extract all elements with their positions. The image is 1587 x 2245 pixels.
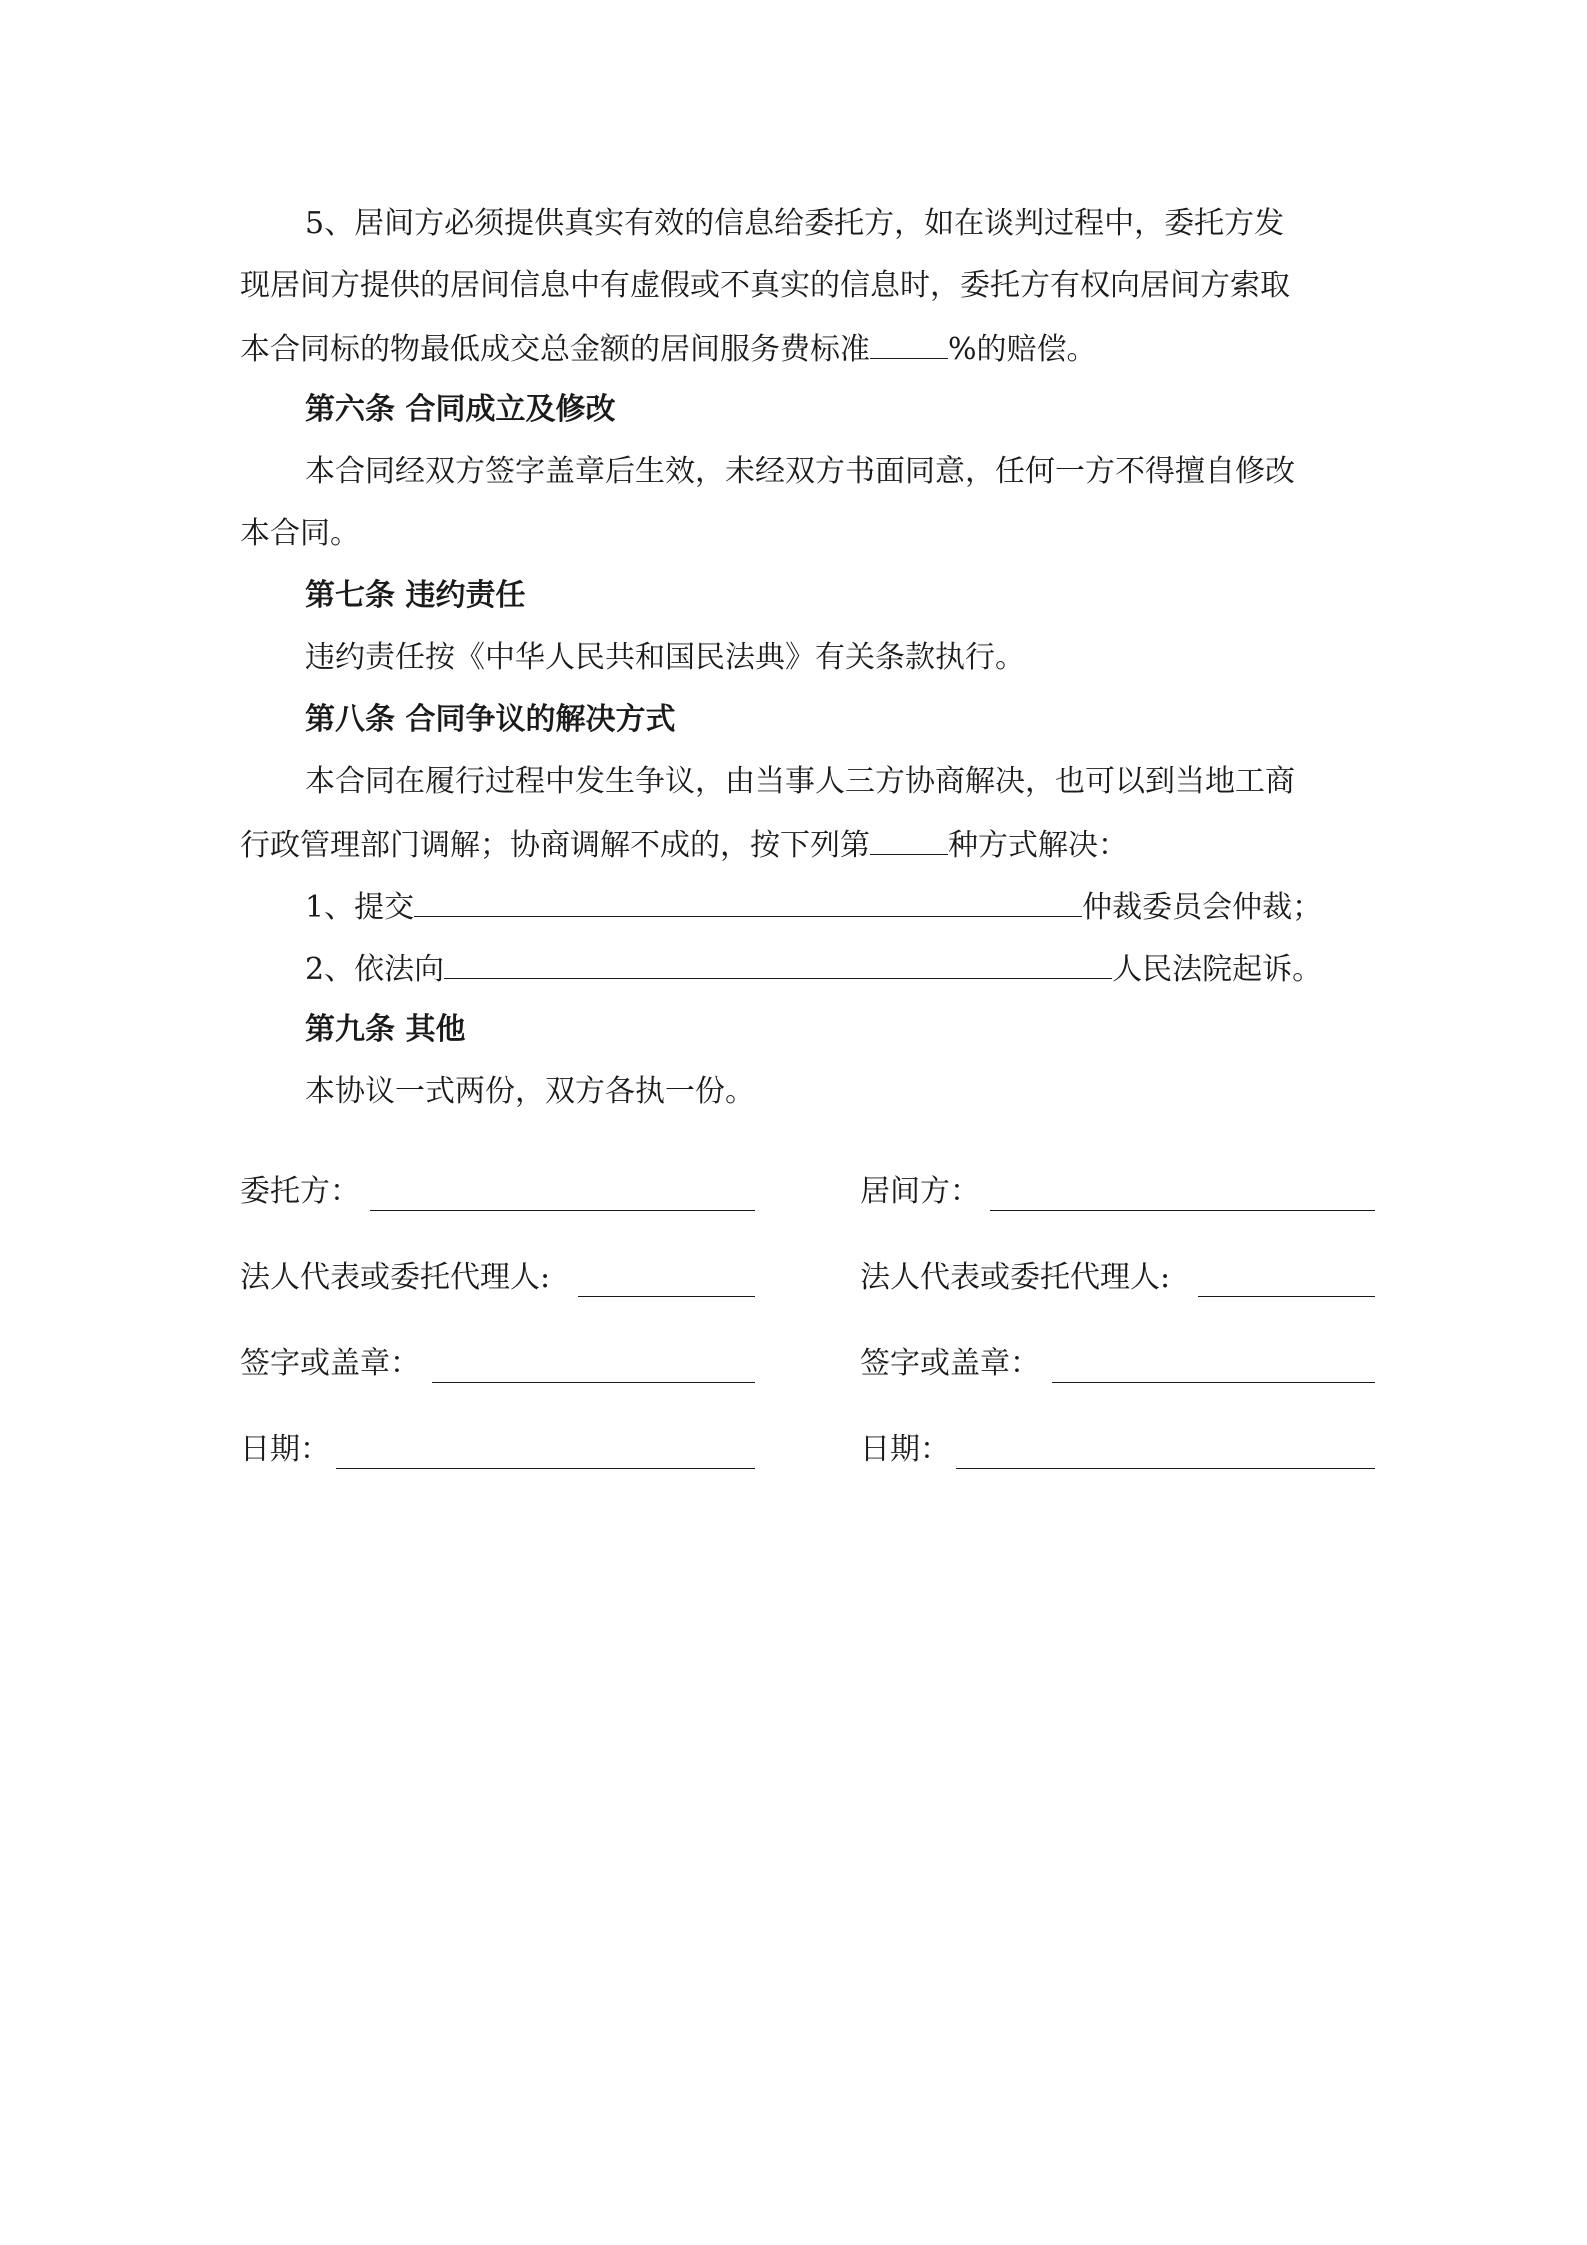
- option1-suffix: 仲裁委员会仲裁；: [1082, 890, 1323, 925]
- right-date-line: [956, 1468, 1375, 1469]
- left-date-line: [336, 1468, 755, 1469]
- article6-heading: 第六条 合同成立及修改: [305, 392, 616, 427]
- right-seal-label: 签字或盖章：: [860, 1346, 1040, 1381]
- option2-suffix: 人民法院起诉。: [1112, 952, 1323, 987]
- compensation-percent-blank: [870, 328, 948, 359]
- article5-line3-suffix: %的赔偿。: [948, 332, 1097, 367]
- option1-text: 1、提交: [305, 890, 415, 925]
- article7-heading: 第七条 违约责任: [305, 578, 526, 613]
- article8-line1: 本合同在履行过程中发生争议，由当事人三方协商解决，也可以到当地工商: [305, 764, 1295, 799]
- right-representative-line: [1198, 1296, 1375, 1297]
- left-party-label: 委托方：: [240, 1174, 360, 1209]
- article7-line1: 违约责任按《中华人民共和国民法典》有关条款执行。: [305, 640, 1025, 675]
- right-seal-line: [1052, 1382, 1375, 1383]
- left-seal-label: 签字或盖章：: [240, 1346, 420, 1381]
- left-seal-line: [432, 1382, 755, 1383]
- left-representative-line: [578, 1296, 755, 1297]
- right-party-label: 居间方：: [860, 1174, 980, 1209]
- resolution-method-blank: [870, 824, 948, 855]
- right-representative-label: 法人代表或委托代理人:: [860, 1260, 1171, 1295]
- article5-line2: 现居间方提供的居间信息中有虚假或不真实的信息时，委托方有权向居间方索取: [240, 268, 1290, 303]
- article5-line1: 5、居间方必须提供真实有效的信息给委托方，如在谈判过程中，委托方发: [305, 206, 1285, 241]
- court-blank: [444, 948, 1112, 979]
- article8-line2-text: 行政管理部门调解；协商调解不成的，按下列第: [240, 828, 870, 863]
- article6-line1: 本合同经双方签字盖章后生效，未经双方书面同意，任何一方不得擅自修改: [305, 454, 1295, 489]
- left-date-label: 日期：: [240, 1432, 330, 1467]
- article8-line2-suffix: 种方式解决：: [948, 828, 1128, 863]
- article6-line2: 本合同。: [240, 516, 360, 551]
- article9-line1: 本协议一式两份，双方各执一份。: [305, 1074, 755, 1109]
- article8-line2: [240, 824, 1128, 866]
- article8-option2: [305, 948, 1322, 990]
- article9-heading: 第九条 其他: [305, 1012, 466, 1047]
- option2-text: 2、依法向: [305, 952, 445, 987]
- article8-option1: [305, 886, 1322, 928]
- arbitration-committee-blank: [414, 886, 1082, 917]
- right-party-line: [990, 1210, 1375, 1211]
- left-representative-label: 法人代表或委托代理人:: [240, 1260, 551, 1295]
- article8-heading: 第八条 合同争议的解决方式: [305, 702, 676, 737]
- left-party-line: [370, 1210, 755, 1211]
- article5-line3: [240, 328, 1097, 370]
- right-date-label: 日期：: [860, 1432, 950, 1467]
- article5-line3-text: 本合同标的物最低成交总金额的居间服务费标准: [240, 332, 870, 367]
